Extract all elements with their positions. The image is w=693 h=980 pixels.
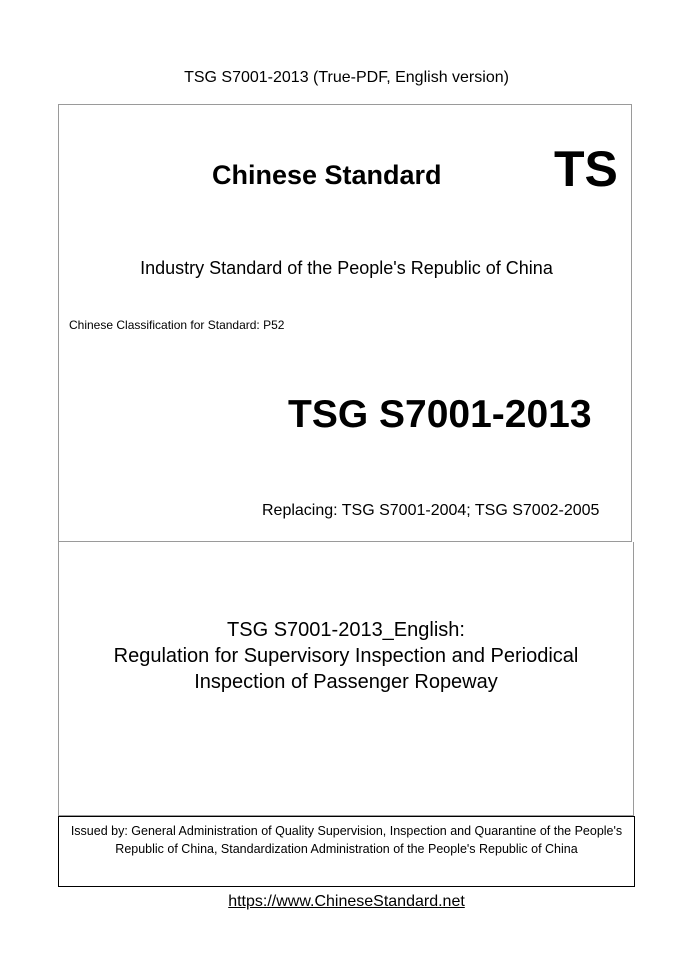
- issuer-box: [58, 816, 635, 887]
- title-line-2: Regulation for Supervisory Inspection and Periodical: [113, 645, 579, 667]
- standard-number: TSG S7001-2013: [288, 393, 592, 436]
- title-line-1: TSG S7001-2013_English:: [227, 619, 465, 641]
- standard-type-mark: TS: [554, 141, 618, 197]
- cover-heading: Chinese Standard: [212, 160, 442, 190]
- website-link[interactable]: https://www.ChineseStandard.net: [228, 893, 465, 910]
- issuer-text: Issued by: General Administration of Quality Supervision, Inspection and Quarantine of the People's Republic of China, Standardization Administration of the People's Republic of China: [70, 824, 623, 856]
- document-title: [58, 617, 634, 695]
- document-header: TSG S7001-2013 (True-PDF, English version): [184, 69, 509, 86]
- industry-standard-line: Industry Standard of the People's Republic of China: [140, 258, 553, 278]
- replacing-standards: Replacing: TSG S7001-2004; TSG S7002-2005: [262, 502, 600, 519]
- footer: [0, 892, 693, 912]
- classification-code: Chinese Classification for Standard: P52: [69, 318, 285, 332]
- title-line-3: Inspection of Passenger Ropeway: [194, 671, 498, 693]
